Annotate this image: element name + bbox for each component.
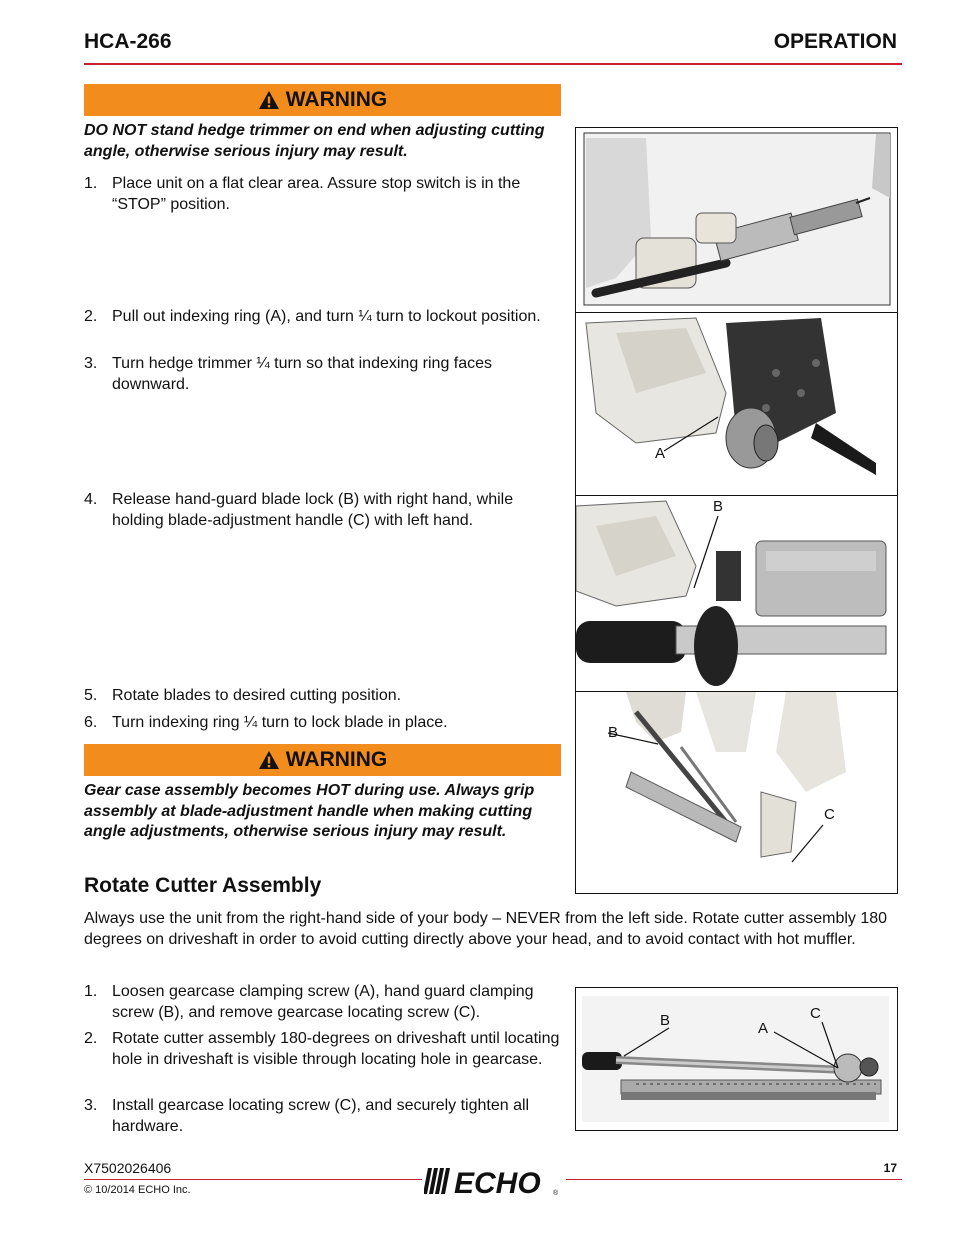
list-item xyxy=(84,713,562,734)
step-text: Turn indexing ring ¼ turn to lock blade in place. xyxy=(112,714,448,731)
step-number: 3. xyxy=(84,355,98,372)
step-number: 6. xyxy=(84,714,98,731)
section-name: OPERATION xyxy=(773,30,897,53)
warning-text: Gear case assembly becomes HOT during use. Always grip assembly at blade-adjustment handle when making cutting angle adjustments, otherwise serious injury may result. xyxy=(84,782,535,840)
warning-label: WARNING xyxy=(285,748,388,771)
step-number: 2. xyxy=(84,1030,98,1047)
step-number: 2. xyxy=(84,308,98,325)
logo-text: ECHO xyxy=(454,1167,541,1196)
figure-label-a: A xyxy=(758,1020,769,1037)
step-number: 3. xyxy=(84,1097,98,1114)
step-text: Place unit on a flat clear area. Assure stop switch is in the “STOP” position. xyxy=(112,175,521,213)
warning-text: DO NOT stand hedge trimmer on end when adjusting cutting angle, otherwise serious injury may result. xyxy=(84,122,545,160)
document-code: X7502026406 xyxy=(84,1160,172,1176)
photo-rotate-blades xyxy=(575,691,898,894)
warning-banner xyxy=(84,84,561,116)
figure-label-c: C xyxy=(810,1005,821,1022)
photo-blade-lock xyxy=(575,495,898,692)
intro-paragraph: Always use the unit from the right-hand side of your body – NEVER from the left side. Rotate cutter assembly 180 degrees on driveshaft in order to avoid cutting directly above your head, and to avoid contact with hot muffler. xyxy=(84,910,888,948)
figure-label-b: B xyxy=(713,498,724,515)
section-heading: Rotate Cutter Assembly xyxy=(84,874,322,897)
step-text: Install gearcase locating screw (C), and securely tighten all hardware. xyxy=(112,1097,530,1135)
warning-triangle-icon xyxy=(258,750,280,770)
photo-unit-on-ground xyxy=(575,127,898,313)
warning-triangle-icon xyxy=(258,90,280,110)
header-rule xyxy=(84,63,902,65)
warning-label: WARNING xyxy=(285,88,388,111)
step-text: Rotate blades to desired cutting position. xyxy=(112,687,402,704)
step-number: 1. xyxy=(84,983,98,1000)
list-item xyxy=(84,1029,562,1070)
list-item xyxy=(84,354,562,395)
figure-label-c: C xyxy=(824,806,835,823)
figure-label-b: B xyxy=(660,1012,671,1029)
photo-cutter-assembly xyxy=(575,987,898,1131)
step-text: Pull out indexing ring (A), and turn ¼ turn to lockout position. xyxy=(112,308,541,325)
list-item xyxy=(84,307,562,328)
list-item xyxy=(84,1096,562,1137)
figure-label-a: A xyxy=(655,445,666,462)
svg-text:®: ® xyxy=(553,1190,559,1196)
footer-rule-left xyxy=(84,1179,422,1180)
step-text: Release hand-guard blade lock (B) with right hand, while holding blade-adjustment handle (C) with left hand. xyxy=(112,491,514,529)
step-text: Turn hedge trimmer ¼ turn so that indexing ring faces downward. xyxy=(112,355,493,393)
model-name: HCA-266 xyxy=(84,30,172,53)
step-text: Loosen gearcase clamping screw (A), hand guard clamping screw (B), and remove gearcase locating screw (C). xyxy=(112,983,534,1021)
warning-banner xyxy=(84,744,561,776)
step-number: 5. xyxy=(84,687,98,704)
copyright: © 10/2014 ECHO Inc. xyxy=(84,1184,191,1196)
step-text: Rotate cutter assembly 180-degrees on driveshaft until locating hole in driveshaft is visible through locating hole in gearcase. xyxy=(112,1030,560,1068)
step-number: 1. xyxy=(84,175,98,192)
list-item xyxy=(84,490,562,531)
list-item xyxy=(84,174,562,215)
footer-rule-right xyxy=(566,1179,902,1180)
page-number: 17 xyxy=(883,1161,897,1175)
list-item xyxy=(84,686,562,707)
list-item xyxy=(84,982,562,1023)
figure-label-b: B xyxy=(608,724,619,741)
echo-logo xyxy=(424,1166,564,1196)
photo-indexing-ring xyxy=(575,312,898,496)
step-number: 4. xyxy=(84,491,98,508)
